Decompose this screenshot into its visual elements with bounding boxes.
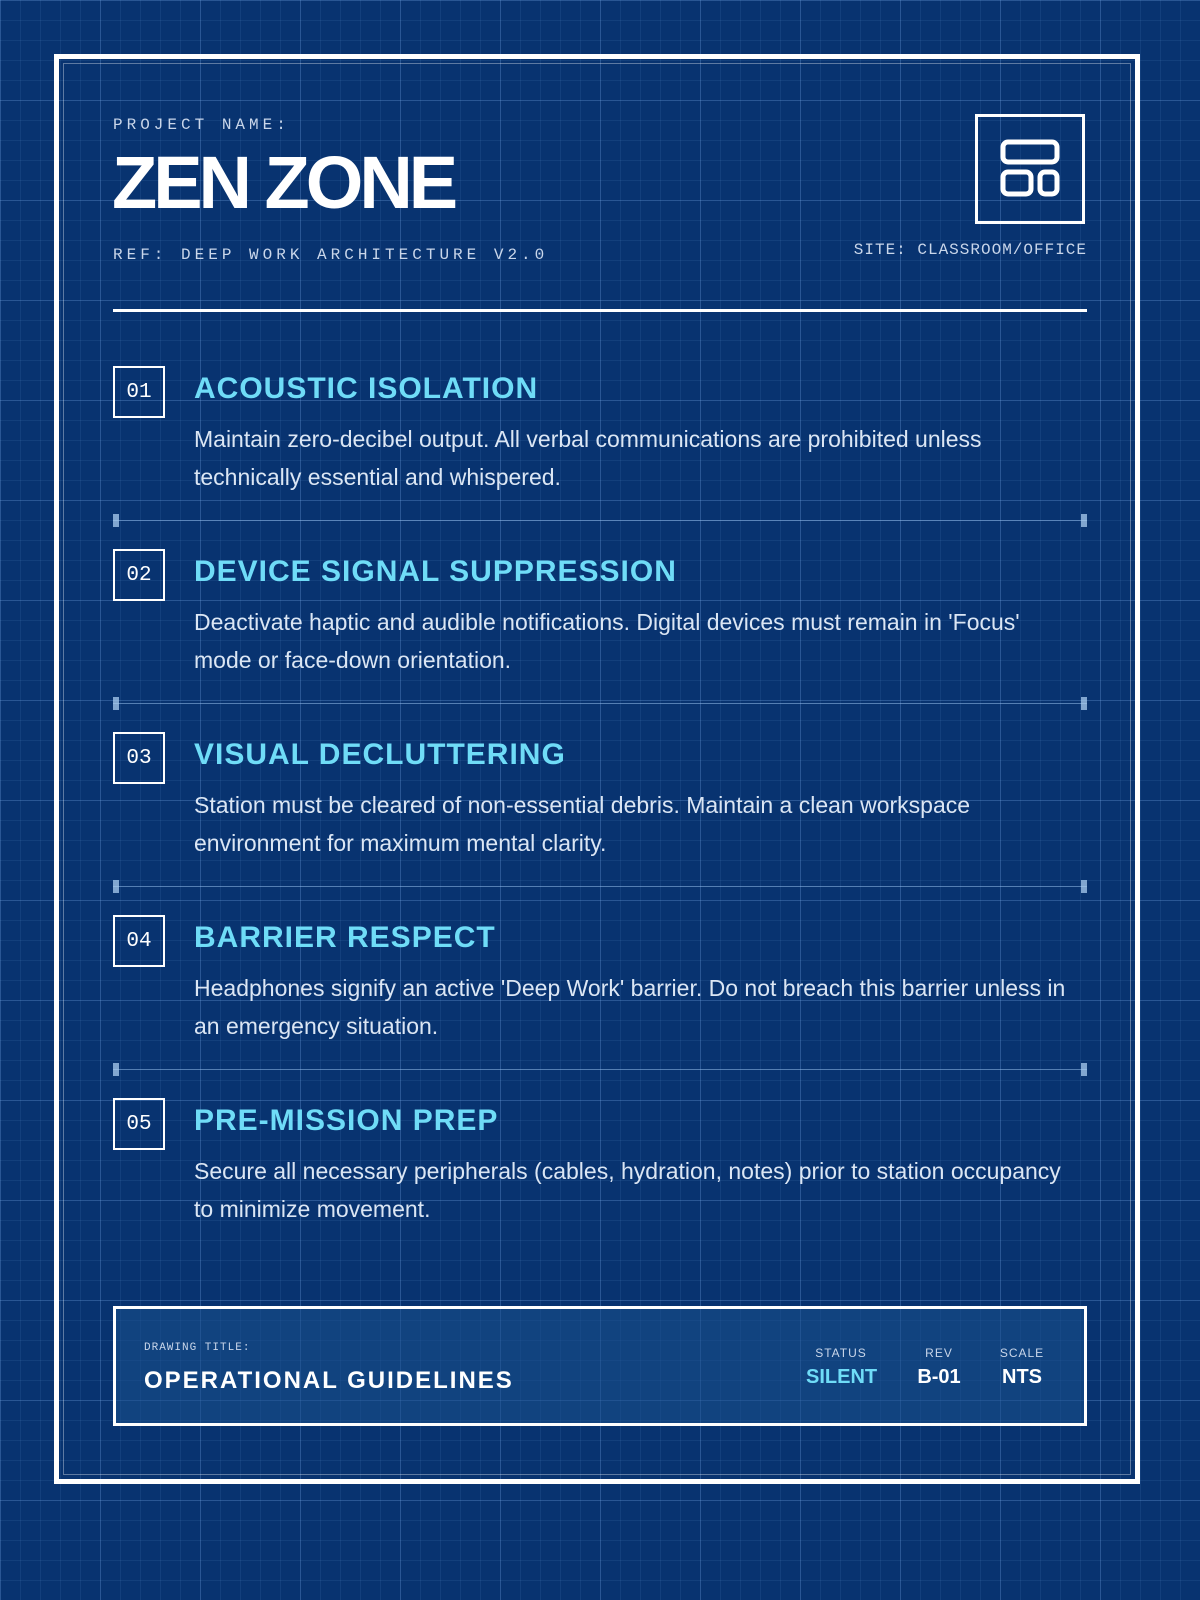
scale-label: SCALE	[999, 1346, 1045, 1360]
status-value: SILENT	[806, 1366, 878, 1388]
rule-item-4	[113, 915, 1087, 1098]
rule-description: Deactivate haptic and audible notifications. Digital devices must remain in 'Focus' mode or face-down orientation.	[194, 609, 1020, 673]
header-divider	[113, 309, 1087, 312]
scale-field	[992, 1346, 1052, 1389]
rule-separator	[113, 886, 1087, 887]
rule-number: 05	[113, 1098, 165, 1150]
layout-icon	[1000, 139, 1060, 199]
title-block	[113, 1306, 1087, 1426]
status-label: STATUS	[815, 1346, 867, 1360]
page-title: ZEN ZONE	[112, 141, 455, 224]
reference-line: REF: DEEP WORK ARCHITECTURE V2.0	[113, 246, 549, 264]
rule-item-2	[113, 549, 1087, 732]
rule-description: Maintain zero-decibel output. All verbal communications are prohibited unless technically essential and whispered.	[194, 426, 982, 490]
project-label: PROJECT NAME:	[113, 116, 290, 134]
rule-number: 01	[113, 366, 165, 418]
site-label: SITE: CLASSROOM/OFFICE	[853, 241, 1087, 259]
drawing-title: OPERATIONAL GUIDELINES	[144, 1367, 514, 1394]
drawing-label: DRAWING TITLE:	[144, 1342, 251, 1354]
rev-field	[909, 1346, 969, 1389]
rule-title: PRE-MISSION PREP	[194, 1104, 499, 1137]
rule-separator	[113, 703, 1087, 704]
rule-separator	[113, 520, 1087, 521]
rule-item-1	[113, 366, 1087, 549]
rule-description: Station must be cleared of non-essential debris. Maintain a clean workspace environment for maximum mental clarity.	[194, 792, 971, 856]
rule-title: ACOUSTIC ISOLATION	[194, 372, 539, 405]
rule-description: Secure all necessary peripherals (cables, hydration, notes) prior to station occupancy to minimize movement.	[194, 1158, 1061, 1222]
logo-box	[975, 114, 1085, 224]
status-field	[806, 1346, 876, 1389]
rev-value: B-01	[917, 1366, 961, 1388]
rule-number: 04	[113, 915, 165, 967]
rev-label: REV	[925, 1346, 953, 1360]
rule-item-5	[113, 1098, 1087, 1281]
scale-value: NTS	[1002, 1366, 1042, 1388]
rules-list	[113, 366, 1087, 1281]
rule-title: VISUAL DECLUTTERING	[194, 738, 566, 771]
rule-number: 02	[113, 549, 165, 601]
rule-description: Headphones signify an active 'Deep Work' barrier. Do not breach this barrier unless in an emergency situation.	[194, 975, 1066, 1039]
rule-separator	[113, 1069, 1087, 1070]
rule-title: BARRIER RESPECT	[194, 921, 496, 954]
rule-item-3	[113, 732, 1087, 915]
rule-title: DEVICE SIGNAL SUPPRESSION	[194, 555, 677, 588]
rule-number: 03	[113, 732, 165, 784]
